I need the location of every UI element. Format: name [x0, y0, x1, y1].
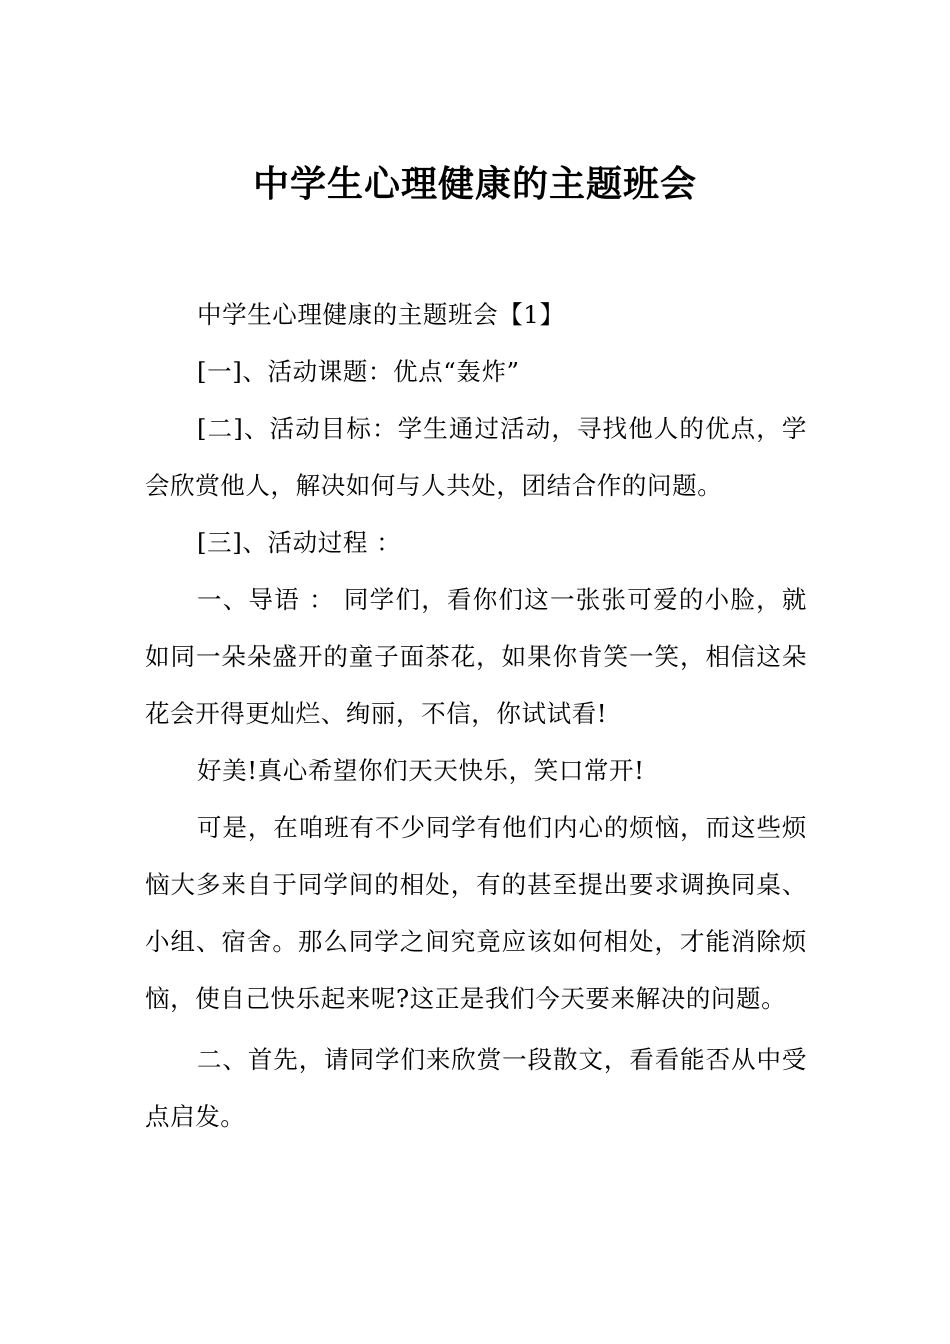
document-body	[145, 286, 807, 1145]
paragraph-activity-process: [三]、活动过程 ：	[197, 528, 402, 557]
paragraph-introduction: 一、导语 ： 同学们，看你们这一张张可爱的小脸，就如同一朵朵盛开的童子面茶花，如果你肯笑一笑，相信这朵花会开得更灿烂、绚丽，不信，你试试看!	[145, 585, 807, 728]
paragraph-wish: 好美!真心希望你们天天快乐，笑口常开!	[197, 756, 645, 785]
paragraph-problem: 可是，在咱班有不少同学有他们内心的烦恼，而这些烦恼大多来自于同学间的相处，有的甚至提出要求调换同桌、小组、宿舍。那么同学之间究竟应该如何相处，才能消除烦恼，使自己快乐起来呢?这正是我们今天要来解决的问题。	[145, 813, 807, 1013]
paragraph-activity-goal: [二]、活动目标：学生通过活动，寻找他人的优点，学会欣赏他人，解决如何与人共处，团结合作的问题。	[145, 414, 807, 500]
paragraph-prose-appreciation: 二、首先，请同学们来欣赏一段散文，看看能否从中受点启发。	[145, 1045, 807, 1131]
paragraph-subtitle: 中学生心理健康的主题班会【1】	[197, 300, 565, 329]
paragraph-activity-topic: [一]、活动课题：优点“轰炸”	[197, 357, 520, 386]
document-title: 中学生心理健康的主题班会	[252, 163, 697, 205]
